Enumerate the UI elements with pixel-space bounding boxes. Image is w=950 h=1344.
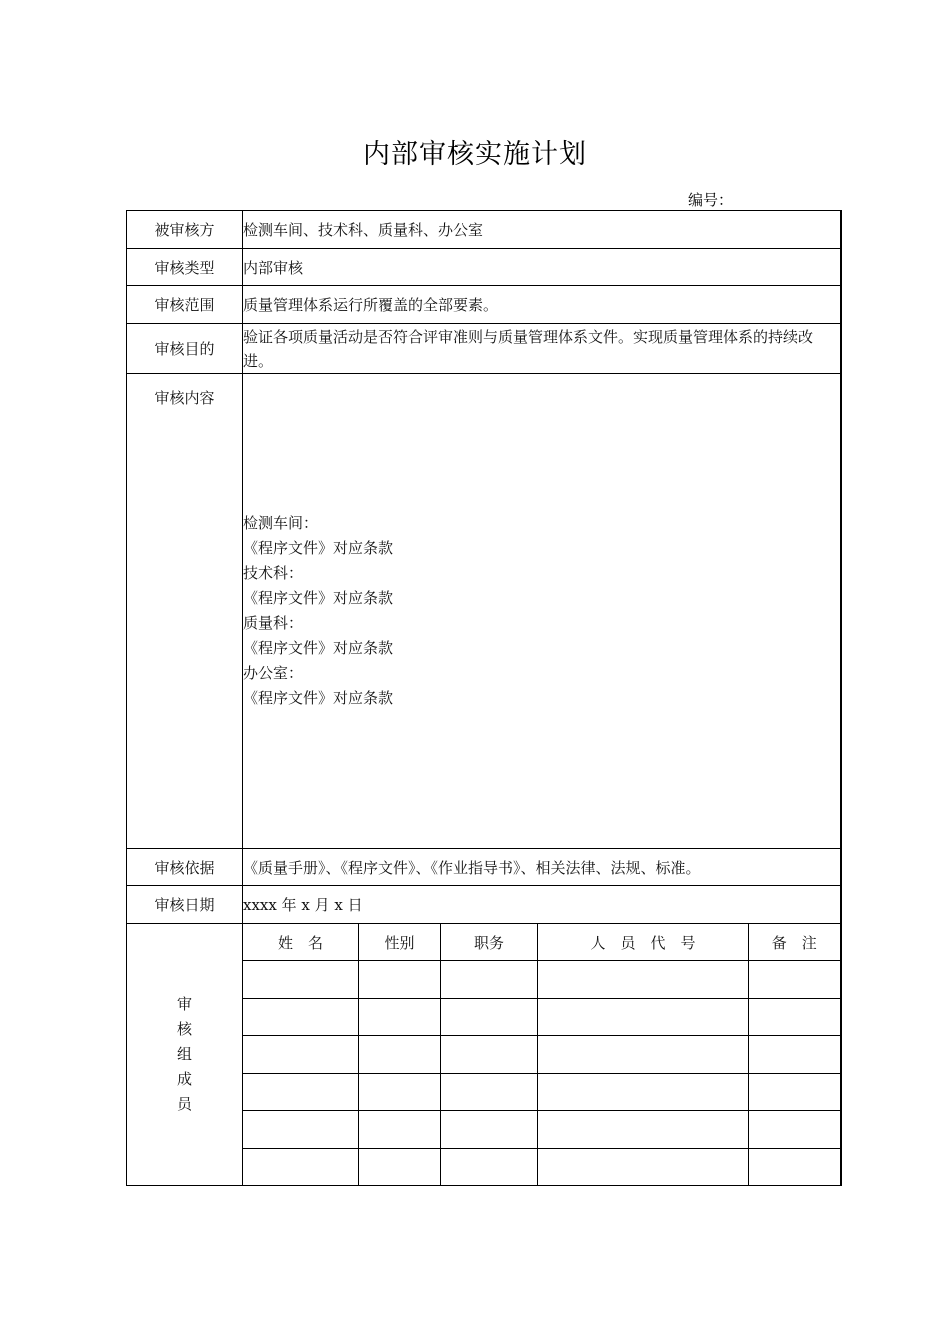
content-line: 检测车间： (243, 514, 319, 532)
header-staff-code: 人 员 代 号 (538, 924, 749, 961)
row-audit-purpose (127, 324, 841, 374)
member-remarks-cell[interactable] (749, 1074, 841, 1111)
member-gender-cell[interactable] (359, 999, 441, 1036)
member-code-cell[interactable] (538, 1149, 749, 1186)
team-header-row (127, 924, 841, 961)
audit-content-value (243, 374, 841, 849)
audit-basis-label: 审核依据 (127, 849, 243, 886)
member-code-cell[interactable] (538, 1111, 749, 1149)
member-gender-cell[interactable] (359, 1074, 441, 1111)
member-code-cell[interactable] (538, 999, 749, 1036)
team-label-char: 成 (176, 1070, 192, 1088)
row-audit-scope (127, 286, 841, 324)
member-remarks-cell[interactable] (749, 1036, 841, 1074)
audit-date-value: xxxx 年 x 月 x 日 (243, 886, 841, 924)
row-audit-date (127, 886, 841, 924)
member-code-cell[interactable] (538, 961, 749, 999)
header-gender: 性别 (359, 924, 441, 961)
member-name-cell[interactable] (243, 1111, 359, 1149)
member-name-cell[interactable] (243, 1074, 359, 1111)
audit-date-label: 审核日期 (127, 886, 243, 924)
member-position-cell[interactable] (441, 1036, 538, 1074)
header-name: 姓 名 (243, 924, 359, 961)
content-line: 质量科： (243, 614, 304, 632)
row-audit-basis (127, 849, 841, 886)
member-position-cell[interactable] (441, 1111, 538, 1149)
member-remarks-cell[interactable] (749, 1149, 841, 1186)
audit-purpose-label: 审核目的 (127, 324, 243, 374)
audit-basis-value: 《质量手册》、《程序文件》、《作业指导书》、相关法律、法规、标准。 (243, 849, 841, 886)
content-line: 《程序文件》对应条款 (243, 539, 394, 557)
member-gender-cell[interactable] (359, 1111, 441, 1149)
member-position-cell[interactable] (441, 961, 538, 999)
row-audit-type (127, 249, 841, 286)
member-name-cell[interactable] (243, 999, 359, 1036)
team-label-char: 员 (176, 1095, 192, 1113)
row-auditee (127, 211, 841, 249)
audit-scope-value: 质量管理体系运行所覆盖的全部要素。 (243, 286, 841, 324)
content-line: 技术科： (243, 564, 304, 582)
team-label-char: 核 (176, 1020, 192, 1038)
member-position-cell[interactable] (441, 999, 538, 1036)
row-audit-content (127, 374, 841, 849)
team-label-char: 审 (176, 995, 192, 1013)
member-position-cell[interactable] (441, 1074, 538, 1111)
content-line: 办公室： (243, 664, 304, 682)
auditee-value: 检测车间、技术科、质量科、办公室 (243, 211, 841, 249)
member-gender-cell[interactable] (359, 961, 441, 999)
audit-content-label: 审核内容 (127, 374, 243, 849)
team-label-char: 组 (176, 1045, 192, 1063)
audit-purpose-value: 验证各项质量活动是否符合评审准则与质量管理体系文件。实现质量管理体系的持续改进。 (243, 324, 841, 374)
member-remarks-cell[interactable] (749, 999, 841, 1036)
member-position-cell[interactable] (441, 1149, 538, 1186)
auditee-label: 被审核方 (127, 211, 243, 249)
member-name-cell[interactable] (243, 961, 359, 999)
document-number-label: 编号： (688, 191, 734, 209)
member-name-cell[interactable] (243, 1149, 359, 1186)
header-remarks: 备 注 (749, 924, 841, 961)
content-line: 《程序文件》对应条款 (243, 589, 394, 607)
audit-type-label: 审核类型 (127, 249, 243, 286)
audit-scope-label: 审核范围 (127, 286, 243, 324)
member-gender-cell[interactable] (359, 1149, 441, 1186)
member-code-cell[interactable] (538, 1074, 749, 1111)
audit-plan-table (126, 210, 842, 1186)
member-remarks-cell[interactable] (749, 961, 841, 999)
audit-team-label (127, 924, 243, 1186)
audit-type-value: 内部审核 (243, 249, 841, 286)
member-remarks-cell[interactable] (749, 1111, 841, 1149)
header-position: 职务 (441, 924, 538, 961)
document-title: 内部审核实施计划 (363, 139, 587, 170)
member-code-cell[interactable] (538, 1036, 749, 1074)
member-gender-cell[interactable] (359, 1036, 441, 1074)
content-line: 《程序文件》对应条款 (243, 689, 394, 707)
member-name-cell[interactable] (243, 1036, 359, 1074)
content-line: 《程序文件》对应条款 (243, 639, 394, 657)
